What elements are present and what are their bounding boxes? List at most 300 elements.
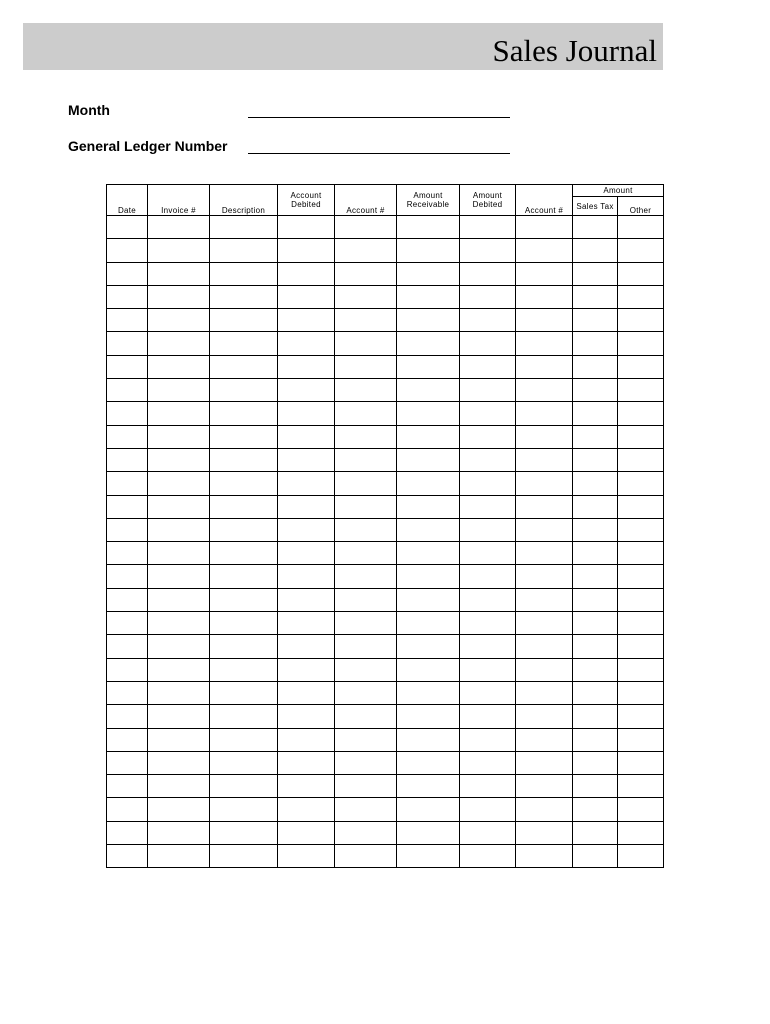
cell-other[interactable] (618, 821, 664, 844)
cell-description[interactable] (210, 821, 278, 844)
cell-account-number-2[interactable] (516, 542, 573, 565)
cell-amount-receivable[interactable] (397, 588, 460, 611)
cell-account-number-2[interactable] (516, 565, 573, 588)
cell-account-number-2[interactable] (516, 775, 573, 798)
cell-account-debited[interactable] (278, 705, 335, 728)
cell-account-number-2[interactable] (516, 262, 573, 285)
cell-invoice[interactable] (148, 425, 210, 448)
cell-other[interactable] (618, 612, 664, 635)
cell-description[interactable] (210, 518, 278, 541)
cell-sales-tax[interactable] (573, 425, 618, 448)
cell-invoice[interactable] (148, 285, 210, 308)
cell-sales-tax[interactable] (573, 635, 618, 658)
cell-invoice[interactable] (148, 588, 210, 611)
cell-amount-receivable[interactable] (397, 612, 460, 635)
cell-invoice[interactable] (148, 705, 210, 728)
cell-date[interactable] (107, 612, 148, 635)
cell-account-number-2[interactable] (516, 332, 573, 355)
table-row (107, 705, 664, 728)
cell-invoice[interactable] (148, 612, 210, 635)
cell-date[interactable] (107, 751, 148, 774)
cell-amount-receivable[interactable] (397, 216, 460, 239)
cell-invoice[interactable] (148, 681, 210, 704)
cell-sales-tax[interactable] (573, 379, 618, 402)
cell-amount-receivable[interactable] (397, 751, 460, 774)
cell-account-debited[interactable] (278, 798, 335, 821)
cell-account-number-1[interactable] (335, 681, 397, 704)
cell-date[interactable] (107, 495, 148, 518)
cell-account-debited[interactable] (278, 216, 335, 239)
cell-amount-debited[interactable] (460, 472, 516, 495)
table-row (107, 635, 664, 658)
cell-other[interactable] (618, 216, 664, 239)
cell-description[interactable] (210, 285, 278, 308)
cell-account-debited[interactable] (278, 612, 335, 635)
cell-sales-tax[interactable] (573, 309, 618, 332)
cell-account-number-2[interactable] (516, 355, 573, 378)
cell-account-number-1[interactable] (335, 612, 397, 635)
cell-account-debited[interactable] (278, 821, 335, 844)
cell-amount-debited[interactable] (460, 402, 516, 425)
table-row (107, 379, 664, 402)
cell-sales-tax[interactable] (573, 262, 618, 285)
table-row (107, 658, 664, 681)
cell-account-number-1[interactable] (335, 635, 397, 658)
col-account-number-1: Account # (335, 185, 397, 216)
cell-date[interactable] (107, 821, 148, 844)
cell-account-number-1[interactable] (335, 658, 397, 681)
cell-other[interactable] (618, 798, 664, 821)
cell-amount-receivable[interactable] (397, 448, 460, 471)
cell-account-number-1[interactable] (335, 262, 397, 285)
cell-invoice[interactable] (148, 239, 210, 262)
cell-other[interactable] (618, 751, 664, 774)
cell-sales-tax[interactable] (573, 705, 618, 728)
cell-invoice[interactable] (148, 309, 210, 332)
cell-date[interactable] (107, 425, 148, 448)
cell-account-number-2[interactable] (516, 309, 573, 332)
cell-invoice[interactable] (148, 728, 210, 751)
cell-account-debited[interactable] (278, 658, 335, 681)
cell-sales-tax[interactable] (573, 285, 618, 308)
cell-invoice[interactable] (148, 542, 210, 565)
cell-amount-debited[interactable] (460, 379, 516, 402)
cell-amount-receivable[interactable] (397, 332, 460, 355)
cell-account-number-1[interactable] (335, 239, 397, 262)
cell-amount-debited[interactable] (460, 728, 516, 751)
cell-other[interactable] (618, 588, 664, 611)
cell-sales-tax[interactable] (573, 402, 618, 425)
cell-amount-receivable[interactable] (397, 472, 460, 495)
cell-account-debited[interactable] (278, 588, 335, 611)
cell-amount-debited[interactable] (460, 565, 516, 588)
cell-other[interactable] (618, 402, 664, 425)
cell-sales-tax[interactable] (573, 681, 618, 704)
cell-sales-tax[interactable] (573, 821, 618, 844)
cell-account-number-1[interactable] (335, 775, 397, 798)
cell-date[interactable] (107, 309, 148, 332)
cell-sales-tax[interactable] (573, 612, 618, 635)
cell-amount-receivable[interactable] (397, 309, 460, 332)
cell-amount-debited[interactable] (460, 705, 516, 728)
cell-account-number-1[interactable] (335, 448, 397, 471)
cell-amount-receivable[interactable] (397, 355, 460, 378)
cell-other[interactable] (618, 285, 664, 308)
cell-account-debited[interactable] (278, 448, 335, 471)
cell-sales-tax[interactable] (573, 518, 618, 541)
cell-description[interactable] (210, 565, 278, 588)
cell-amount-debited[interactable] (460, 751, 516, 774)
cell-description[interactable] (210, 216, 278, 239)
table-row (107, 216, 664, 239)
cell-amount-debited[interactable] (460, 612, 516, 635)
month-field[interactable] (248, 102, 510, 118)
cell-description[interactable] (210, 262, 278, 285)
cell-description[interactable] (210, 681, 278, 704)
cell-invoice[interactable] (148, 845, 210, 868)
cell-account-number-2[interactable] (516, 495, 573, 518)
cell-account-debited[interactable] (278, 518, 335, 541)
cell-sales-tax[interactable] (573, 565, 618, 588)
cell-date[interactable] (107, 705, 148, 728)
table-row (107, 542, 664, 565)
cell-invoice[interactable] (148, 216, 210, 239)
cell-sales-tax[interactable] (573, 472, 618, 495)
cell-amount-debited[interactable] (460, 542, 516, 565)
cell-other[interactable] (618, 845, 664, 868)
cell-account-debited[interactable] (278, 402, 335, 425)
cell-date[interactable] (107, 658, 148, 681)
cell-description[interactable] (210, 495, 278, 518)
cell-invoice[interactable] (148, 495, 210, 518)
cell-account-debited[interactable] (278, 495, 335, 518)
cell-other[interactable] (618, 775, 664, 798)
cell-account-number-1[interactable] (335, 728, 397, 751)
cell-other[interactable] (618, 239, 664, 262)
cell-amount-receivable[interactable] (397, 262, 460, 285)
cell-invoice[interactable] (148, 821, 210, 844)
cell-amount-debited[interactable] (460, 355, 516, 378)
cell-amount-receivable[interactable] (397, 635, 460, 658)
cell-date[interactable] (107, 216, 148, 239)
cell-account-debited[interactable] (278, 239, 335, 262)
cell-account-number-2[interactable] (516, 612, 573, 635)
cell-amount-receivable[interactable] (397, 542, 460, 565)
cell-date[interactable] (107, 588, 148, 611)
col-amount-debited: Amount Debited (460, 185, 516, 216)
cell-other[interactable] (618, 658, 664, 681)
cell-description[interactable] (210, 635, 278, 658)
cell-sales-tax[interactable] (573, 658, 618, 681)
cell-account-number-2[interactable] (516, 635, 573, 658)
cell-invoice[interactable] (148, 635, 210, 658)
cell-account-debited[interactable] (278, 309, 335, 332)
cell-amount-receivable[interactable] (397, 402, 460, 425)
table-row (107, 821, 664, 844)
cell-description[interactable] (210, 845, 278, 868)
cell-account-debited[interactable] (278, 355, 335, 378)
cell-other[interactable] (618, 635, 664, 658)
cell-account-number-1[interactable] (335, 355, 397, 378)
cell-account-number-1[interactable] (335, 798, 397, 821)
cell-account-debited[interactable] (278, 262, 335, 285)
cell-amount-debited[interactable] (460, 658, 516, 681)
cell-account-number-2[interactable] (516, 472, 573, 495)
cell-amount-debited[interactable] (460, 332, 516, 355)
cell-other[interactable] (618, 379, 664, 402)
cell-description[interactable] (210, 332, 278, 355)
cell-account-number-1[interactable] (335, 705, 397, 728)
cell-invoice[interactable] (148, 798, 210, 821)
cell-invoice[interactable] (148, 775, 210, 798)
cell-account-number-1[interactable] (335, 495, 397, 518)
cell-account-number-1[interactable] (335, 845, 397, 868)
cell-account-number-2[interactable] (516, 798, 573, 821)
table-row (107, 332, 664, 355)
cell-invoice[interactable] (148, 379, 210, 402)
cell-account-debited[interactable] (278, 285, 335, 308)
cell-invoice[interactable] (148, 448, 210, 471)
cell-amount-debited[interactable] (460, 798, 516, 821)
cell-account-number-2[interactable] (516, 728, 573, 751)
cell-account-number-2[interactable] (516, 588, 573, 611)
cell-invoice[interactable] (148, 262, 210, 285)
cell-description[interactable] (210, 658, 278, 681)
cell-invoice[interactable] (148, 565, 210, 588)
cell-account-debited[interactable] (278, 565, 335, 588)
cell-sales-tax[interactable] (573, 332, 618, 355)
cell-amount-debited[interactable] (460, 239, 516, 262)
cell-description[interactable] (210, 448, 278, 471)
cell-amount-receivable[interactable] (397, 681, 460, 704)
cell-date[interactable] (107, 635, 148, 658)
cell-description[interactable] (210, 402, 278, 425)
cell-amount-debited[interactable] (460, 262, 516, 285)
cell-account-number-2[interactable] (516, 845, 573, 868)
cell-sales-tax[interactable] (573, 588, 618, 611)
cell-date[interactable] (107, 542, 148, 565)
cell-date[interactable] (107, 472, 148, 495)
cell-description[interactable] (210, 472, 278, 495)
cell-account-number-1[interactable] (335, 309, 397, 332)
cell-account-number-2[interactable] (516, 239, 573, 262)
cell-sales-tax[interactable] (573, 775, 618, 798)
cell-amount-debited[interactable] (460, 448, 516, 471)
cell-date[interactable] (107, 379, 148, 402)
cell-other[interactable] (618, 355, 664, 378)
cell-amount-receivable[interactable] (397, 425, 460, 448)
cell-account-number-1[interactable] (335, 472, 397, 495)
cell-other[interactable] (618, 448, 664, 471)
cell-description[interactable] (210, 239, 278, 262)
cell-amount-debited[interactable] (460, 845, 516, 868)
cell-date[interactable] (107, 681, 148, 704)
cell-amount-debited[interactable] (460, 821, 516, 844)
cell-account-number-2[interactable] (516, 658, 573, 681)
cell-amount-debited[interactable] (460, 775, 516, 798)
cell-account-number-1[interactable] (335, 542, 397, 565)
cell-date[interactable] (107, 798, 148, 821)
cell-account-number-2[interactable] (516, 705, 573, 728)
cell-amount-debited[interactable] (460, 681, 516, 704)
general-ledger-number-label: General Ledger Number (68, 138, 228, 154)
cell-other[interactable] (618, 681, 664, 704)
cell-amount-receivable[interactable] (397, 775, 460, 798)
table-row (107, 425, 664, 448)
cell-account-number-2[interactable] (516, 402, 573, 425)
cell-date[interactable] (107, 728, 148, 751)
cell-date[interactable] (107, 845, 148, 868)
cell-account-number-2[interactable] (516, 821, 573, 844)
cell-invoice[interactable] (148, 332, 210, 355)
cell-account-number-2[interactable] (516, 216, 573, 239)
cell-amount-receivable[interactable] (397, 239, 460, 262)
cell-amount-receivable[interactable] (397, 518, 460, 541)
cell-account-number-1[interactable] (335, 332, 397, 355)
table-row (107, 845, 664, 868)
cell-date[interactable] (107, 775, 148, 798)
cell-sales-tax[interactable] (573, 798, 618, 821)
cell-amount-debited[interactable] (460, 425, 516, 448)
cell-sales-tax[interactable] (573, 448, 618, 471)
cell-other[interactable] (618, 705, 664, 728)
cell-description[interactable] (210, 355, 278, 378)
cell-account-debited[interactable] (278, 728, 335, 751)
cell-amount-receivable[interactable] (397, 379, 460, 402)
cell-sales-tax[interactable] (573, 495, 618, 518)
cell-other[interactable] (618, 565, 664, 588)
cell-description[interactable] (210, 379, 278, 402)
cell-amount-receivable[interactable] (397, 821, 460, 844)
cell-amount-receivable[interactable] (397, 565, 460, 588)
cell-date[interactable] (107, 285, 148, 308)
cell-other[interactable] (618, 542, 664, 565)
cell-account-number-2[interactable] (516, 425, 573, 448)
cell-amount-debited[interactable] (460, 216, 516, 239)
cell-other[interactable] (618, 472, 664, 495)
cell-amount-receivable[interactable] (397, 495, 460, 518)
cell-account-debited[interactable] (278, 635, 335, 658)
cell-date[interactable] (107, 262, 148, 285)
cell-description[interactable] (210, 425, 278, 448)
cell-other[interactable] (618, 495, 664, 518)
cell-date[interactable] (107, 518, 148, 541)
cell-account-debited[interactable] (278, 332, 335, 355)
cell-date[interactable] (107, 355, 148, 378)
cell-account-debited[interactable] (278, 751, 335, 774)
cell-account-number-2[interactable] (516, 285, 573, 308)
cell-description[interactable] (210, 309, 278, 332)
table-row (107, 448, 664, 471)
cell-description[interactable] (210, 728, 278, 751)
cell-sales-tax[interactable] (573, 728, 618, 751)
general-ledger-number-field[interactable] (248, 138, 510, 154)
cell-sales-tax[interactable] (573, 216, 618, 239)
cell-amount-debited[interactable] (460, 285, 516, 308)
cell-invoice[interactable] (148, 658, 210, 681)
cell-amount-receivable[interactable] (397, 728, 460, 751)
cell-date[interactable] (107, 402, 148, 425)
page-title: Sales Journal (492, 33, 657, 68)
cell-account-debited[interactable] (278, 681, 335, 704)
cell-invoice[interactable] (148, 402, 210, 425)
cell-amount-debited[interactable] (460, 588, 516, 611)
cell-other[interactable] (618, 309, 664, 332)
cell-description[interactable] (210, 588, 278, 611)
cell-date[interactable] (107, 565, 148, 588)
cell-account-number-1[interactable] (335, 379, 397, 402)
cell-other[interactable] (618, 262, 664, 285)
cell-account-number-1[interactable] (335, 821, 397, 844)
cell-account-number-1[interactable] (335, 425, 397, 448)
cell-description[interactable] (210, 751, 278, 774)
cell-sales-tax[interactable] (573, 239, 618, 262)
cell-other[interactable] (618, 518, 664, 541)
table-row (107, 495, 664, 518)
cell-account-debited[interactable] (278, 472, 335, 495)
cell-amount-debited[interactable] (460, 635, 516, 658)
cell-account-debited[interactable] (278, 775, 335, 798)
cell-account-number-1[interactable] (335, 402, 397, 425)
cell-account-number-2[interactable] (516, 518, 573, 541)
cell-sales-tax[interactable] (573, 751, 618, 774)
cell-amount-debited[interactable] (460, 495, 516, 518)
cell-invoice[interactable] (148, 518, 210, 541)
cell-amount-receivable[interactable] (397, 705, 460, 728)
cell-account-number-2[interactable] (516, 681, 573, 704)
cell-account-debited[interactable] (278, 845, 335, 868)
cell-account-number-1[interactable] (335, 285, 397, 308)
cell-other[interactable] (618, 728, 664, 751)
cell-account-number-1[interactable] (335, 518, 397, 541)
cell-amount-debited[interactable] (460, 518, 516, 541)
cell-invoice[interactable] (148, 355, 210, 378)
table-row (107, 565, 664, 588)
cell-description[interactable] (210, 542, 278, 565)
cell-account-debited[interactable] (278, 542, 335, 565)
cell-account-number-2[interactable] (516, 379, 573, 402)
cell-account-number-2[interactable] (516, 448, 573, 471)
cell-sales-tax[interactable] (573, 845, 618, 868)
cell-description[interactable] (210, 775, 278, 798)
cell-description[interactable] (210, 798, 278, 821)
cell-date[interactable] (107, 448, 148, 471)
cell-account-number-1[interactable] (335, 565, 397, 588)
cell-date[interactable] (107, 332, 148, 355)
cell-sales-tax[interactable] (573, 542, 618, 565)
cell-amount-receivable[interactable] (397, 845, 460, 868)
cell-date[interactable] (107, 239, 148, 262)
cell-account-number-1[interactable] (335, 751, 397, 774)
cell-invoice[interactable] (148, 751, 210, 774)
cell-account-debited[interactable] (278, 379, 335, 402)
cell-account-debited[interactable] (278, 425, 335, 448)
cell-other[interactable] (618, 425, 664, 448)
cell-description[interactable] (210, 612, 278, 635)
cell-other[interactable] (618, 332, 664, 355)
cell-amount-receivable[interactable] (397, 658, 460, 681)
cell-invoice[interactable] (148, 472, 210, 495)
cell-account-number-1[interactable] (335, 588, 397, 611)
cell-account-number-2[interactable] (516, 751, 573, 774)
cell-amount-debited[interactable] (460, 309, 516, 332)
cell-amount-receivable[interactable] (397, 798, 460, 821)
cell-description[interactable] (210, 705, 278, 728)
cell-account-number-1[interactable] (335, 216, 397, 239)
table-row (107, 681, 664, 704)
cell-amount-receivable[interactable] (397, 285, 460, 308)
cell-sales-tax[interactable] (573, 355, 618, 378)
